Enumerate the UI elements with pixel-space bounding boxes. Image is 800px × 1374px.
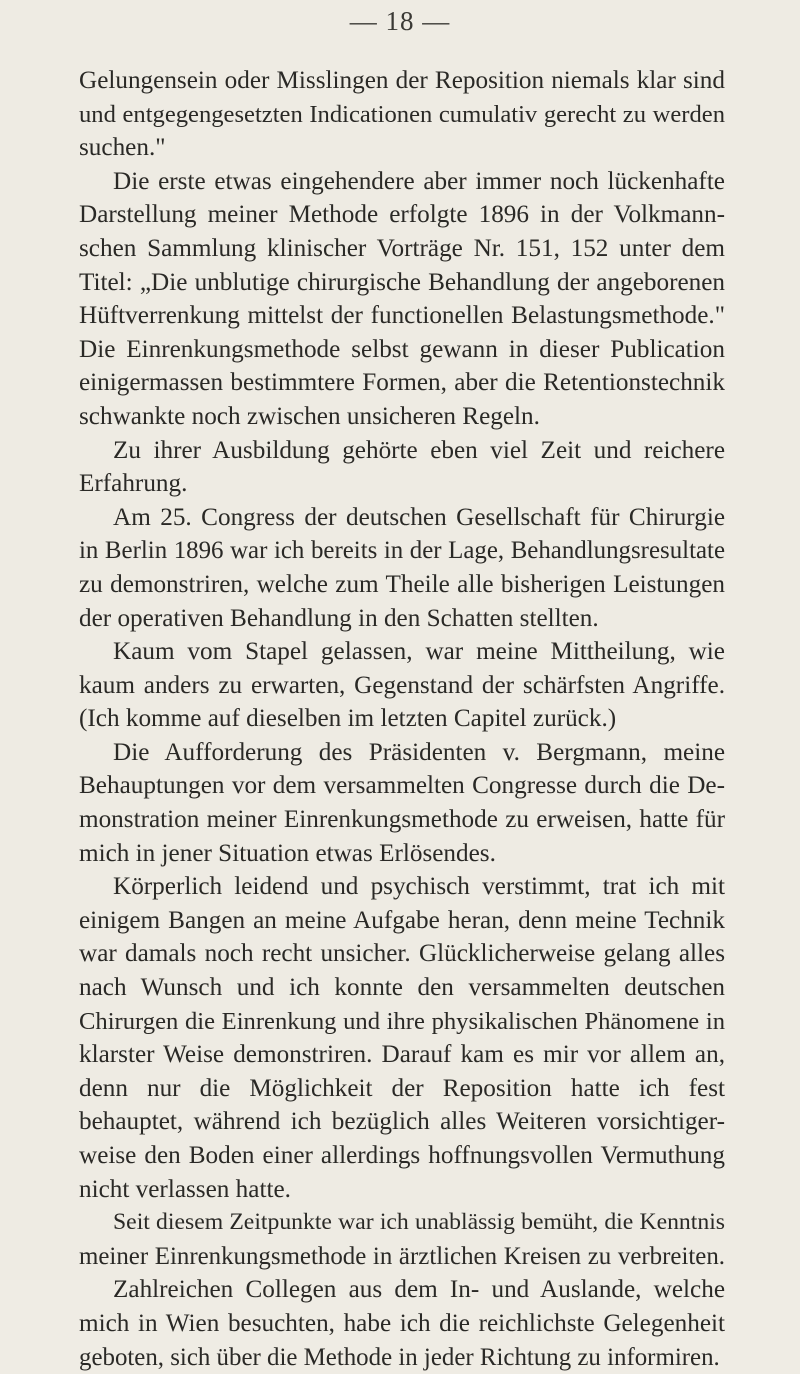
text-line: Am 25. Congress der deutschen Gesellschaft für Chirurgie: [113, 503, 725, 531]
text-line: klarster Weise demonstriren. Darauf kam es mir vor allem an,: [79, 1041, 725, 1069]
text-line: zu demonstriren, welche zum Theile alle bisherigen Leistungen: [79, 570, 725, 598]
text-line: Zu ihrer Ausbildung gehörte eben viel Zeit und reichere: [113, 436, 725, 464]
text-line: einigem Bangen an meine Aufgabe heran, denn meine Technik: [79, 906, 725, 934]
text-line: Körperlich leidend und psychisch verstimmt, trat ich mit: [113, 873, 725, 901]
text-line: war damals noch recht unsicher. Glücklicherweise gelang alles: [79, 940, 725, 968]
page-number-header: — 18 —: [349, 6, 451, 36]
text-line: kaum anders zu erwarten, Gegenstand der schärfsten Angriffe.: [79, 671, 725, 699]
text-line: Die Einrenkungsmethode selbst gewann in dieser Publication: [79, 335, 725, 363]
text-line: Titel: „Die unblutige chirurgische Behandlung der angeborenen: [79, 268, 725, 296]
text-line: Chirurgen die Einrenkung und ihre physikalischen Phänomene in: [79, 1007, 725, 1035]
text-line: monstration meiner Einrenkungsmethode zu erweisen, hatte für: [79, 806, 725, 834]
text-line: Die erste etwas eingehendere aber immer noch lückenhafte: [113, 167, 725, 195]
text-line: einigermassen bestimmtere Formen, aber die Retentionstechnik: [79, 369, 725, 397]
text-line: und entgegengesetzten Indicationen cumulativ gerecht zu werden: [79, 100, 725, 128]
text-line: Darstellung meiner Methode erfolgte 1896 in der Volkmann-: [79, 201, 725, 229]
text-line: suchen.": [79, 134, 166, 162]
text-line: Erfahrung.: [79, 470, 188, 498]
body-text: [79, 64, 725, 1374]
text-line: Zahlreichen Collegen aus dem In- und Auslande, welche: [113, 1276, 725, 1304]
text-line: (Ich komme auf dieselben im letzten Capitel zurück.): [79, 705, 617, 733]
text-line: mich in Wien besuchten, habe ich die reichlichste Gelegenheit: [79, 1309, 725, 1337]
text-line: Behauptungen vor dem versammelten Congresse durch die De-: [79, 772, 725, 800]
text-line: mich in jener Situation etwas Erlösendes.: [79, 839, 496, 867]
text-line: nicht verlassen hatte.: [79, 1175, 291, 1203]
text-line: in Berlin 1896 war ich bereits in der Lage, Behandlungsresultate: [79, 537, 725, 565]
text-line: schwankte noch zwischen unsicheren Regeln.: [79, 402, 540, 430]
text-line: Gelungensein oder Misslingen der Reposition niemals klar sind: [79, 67, 725, 94]
text-line: Die Aufforderung des Präsidenten v. Bergmann, meine: [113, 738, 725, 766]
text-line: meiner Einrenkungsmethode in ärztlichen Kreisen zu verbreiten.: [79, 1242, 725, 1270]
text-line: nach Wunsch und ich konnte den versammelten deutschen: [79, 974, 725, 1002]
text-line: weise den Boden einer allerdings hoffnungsvollen Vermuthung: [79, 1142, 725, 1169]
text-line: schen Sammlung klinischer Vorträge Nr. 151, 152 unter dem: [79, 234, 725, 262]
text-line: Seit diesem Zeitpunkte war ich unablässig bemüht, die Kenntnis: [113, 1209, 725, 1236]
text-line: denn nur die Möglichkeit der Reposition hatte ich fest: [79, 1074, 725, 1102]
text-line: Hüftverrenkung mittelst der functionellen Belastungsmethode.": [79, 302, 725, 330]
text-line: geboten, sich über die Methode in jeder Richtung zu informiren.: [79, 1343, 720, 1371]
text-line: behauptet, während ich bezüglich alles Weiteren vorsichtiger-: [79, 1108, 725, 1136]
text-line: Kaum vom Stapel gelassen, war meine Mittheilung, wie: [113, 638, 725, 666]
text-line: der operativen Behandlung in den Schatten stellten.: [79, 604, 599, 632]
